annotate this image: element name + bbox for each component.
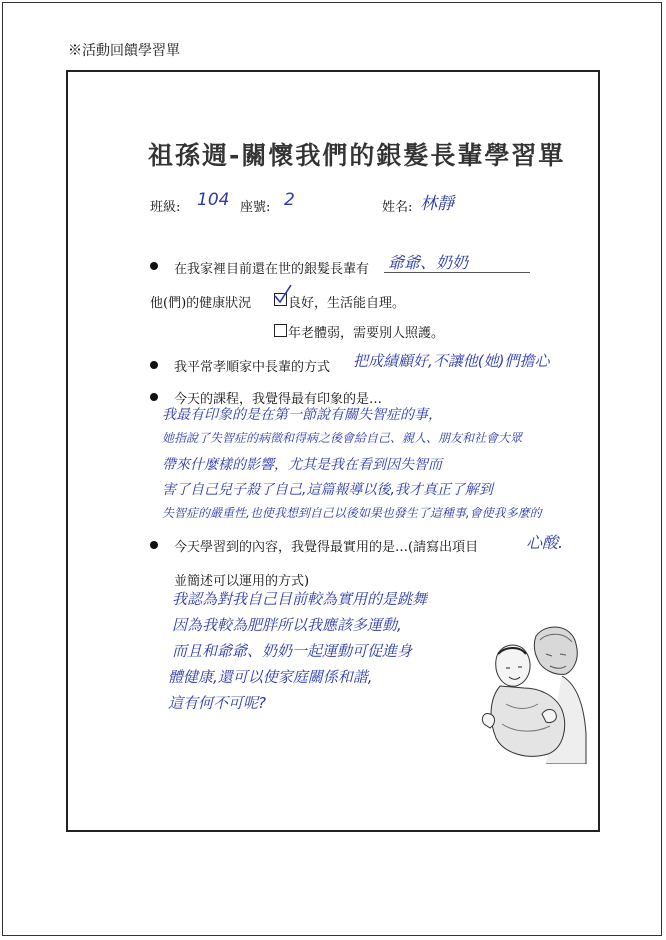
name-label: 姓名: [382, 200, 413, 215]
class-label: 班級: [150, 200, 181, 215]
bullet-q1 [150, 262, 158, 270]
q4-answer-line: 我認為對我自己目前較為實用的是跳舞 [172, 590, 428, 608]
bullet-q3 [150, 393, 158, 401]
name-value: 林靜 [420, 194, 454, 214]
q4-sub-prompt: 並簡述可以運用的方式) [174, 574, 310, 589]
q2-prompt: 我平常孝順家中長輩的方式 [174, 360, 331, 375]
q1-prompt: 在我家裡目前還在世的銀髮長輩有 [174, 262, 370, 277]
q3-answer-line: 我最有印象的是在第一節說有關失智症的事， [162, 407, 442, 423]
q4-answer-line: 因為我較為肥胖所以我應該多運動, [172, 616, 402, 634]
q3-prompt: 今天的課程，我覺得最有印象的是… [174, 392, 383, 407]
q1-answer: 爺爺、奶奶 [388, 253, 469, 272]
q4-item: 心酸. [526, 533, 564, 552]
checkbox-weak[interactable] [274, 324, 287, 337]
q4-answer-line: 體健康,還可以使家庭關係和諧, [168, 668, 373, 686]
q3-answer-line: 她指說了失智症的病徵和得病之後會給自己、親人、朋友和社會大眾 [162, 431, 523, 445]
q3-answer-line: 帶來什麼樣的影響，尤其是我在看到因失智而 [162, 457, 442, 473]
seat-label: 座號: [240, 200, 271, 215]
q2-answer: 把成績顧好,不讓他(她)們擔心 [353, 352, 550, 370]
q4-answer-line: 這有何不可呢? [168, 694, 266, 712]
option-good-label: 良好，生活能自理。 [288, 296, 406, 311]
header-label: ※活動回饋學習單 [68, 43, 180, 59]
bullet-q2 [150, 361, 158, 369]
q4-prompt: 今天學習到的內容，我覺得最實用的是…(請寫出項目 [174, 540, 479, 555]
grandparent-child-illustration [476, 614, 588, 764]
seat-value: 2 [284, 190, 295, 210]
class-value: 104 [197, 190, 230, 210]
option-weak-label: 年老體弱，需要別人照護。 [288, 326, 445, 341]
bullet-q4 [150, 541, 158, 549]
q1-health-prompt: 他(們)的健康狀況 [150, 296, 252, 311]
q3-answer-line: 害了自己兒子殺了自己,這篇報導以後,我才真正了解到 [162, 482, 493, 498]
worksheet-title: 祖孫週-關懷我們的銀髮長輩學習單 [148, 141, 566, 170]
q4-answer-line: 而且和爺爺、奶奶一起運動可促進身 [172, 642, 413, 660]
q3-answer-line: 失智症的嚴重性,也使我想到自己以後如果也發生了這種事,會使我多麼的 [162, 506, 542, 520]
